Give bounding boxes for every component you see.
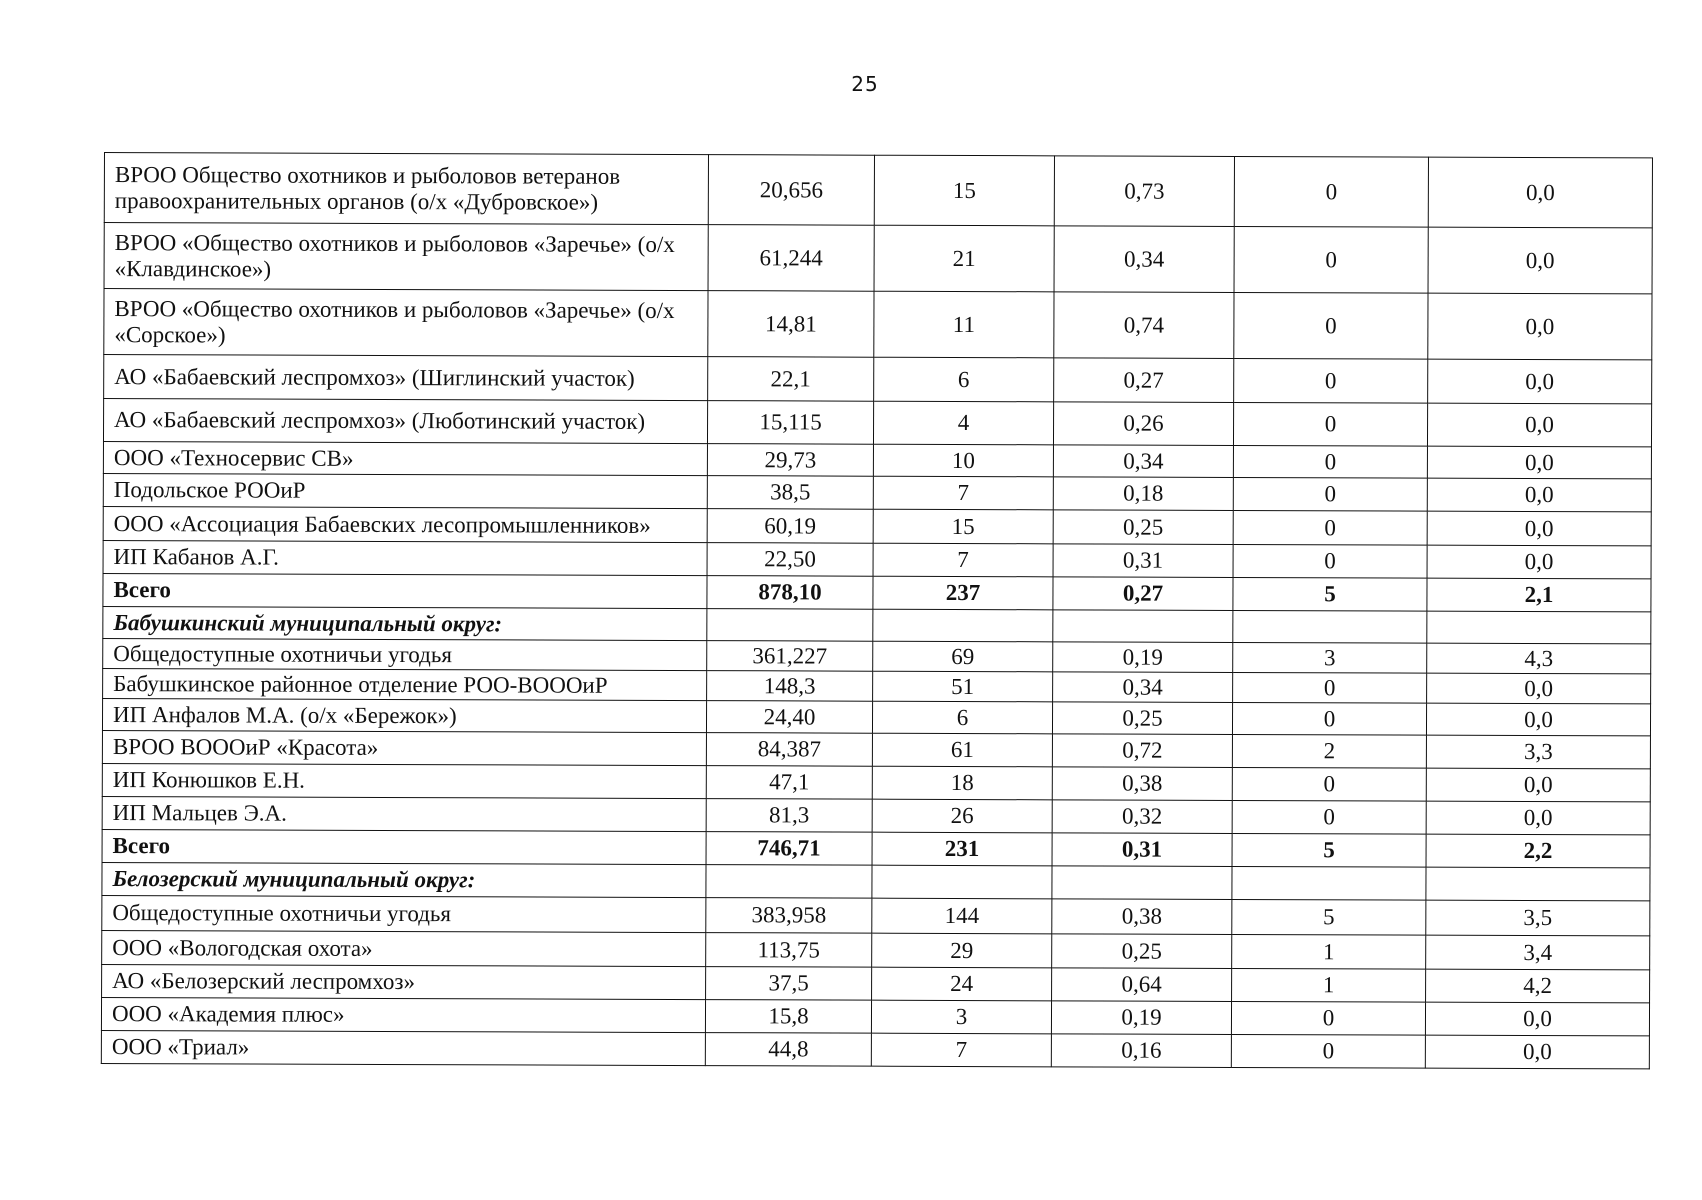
section-header-row [103,606,1651,643]
value-cell: 11 [874,291,1054,358]
value-cell: 0,31 [1052,833,1232,867]
value-cell: 22,50 [707,543,873,577]
value-cell: 5 [1233,577,1427,611]
table-row [104,153,1652,228]
value-cell: 20,656 [708,155,874,226]
value-cell: 0,25 [1052,934,1232,969]
value-cell: 15,8 [705,1000,871,1034]
value-cell: 7 [871,1033,1051,1067]
value-cell: 84,387 [706,733,872,767]
organization-cell: Бабушкинское районное отделение РОО-ВОООиР [103,668,707,700]
value-cell: 0 [1232,767,1426,801]
value-cell: 0,27 [1053,577,1233,611]
value-cell: 15 [873,509,1053,544]
value-cell: 383,958 [706,898,872,934]
organization-cell: АО «Бабаевский леспромхоз» (Люботинский участок) [103,399,707,444]
total-row [102,829,1650,867]
value-cell: 3,3 [1426,735,1650,769]
value-cell: 0,0 [1428,227,1652,294]
value-cell: 0,19 [1051,1001,1231,1035]
value-cell: 0 [1233,510,1427,545]
value-cell: 0,0 [1427,545,1651,579]
empty-cell [1427,611,1651,644]
value-cell: 2,1 [1427,578,1651,612]
value-cell: 10 [873,444,1053,477]
table-row [102,763,1650,801]
value-cell: 24,40 [706,701,872,734]
value-cell: 3 [1233,642,1427,673]
value-cell: 4,2 [1426,969,1650,1003]
value-cell: 15 [874,155,1054,226]
value-cell: 0 [1234,226,1428,293]
organization-cell: ИП Кабанов А.Г. [103,540,707,575]
value-cell: 0,0 [1427,478,1651,512]
value-cell: 0,34 [1054,226,1234,293]
value-cell: 5 [1232,833,1426,867]
value-cell: 0,0 [1425,1035,1649,1069]
organization-cell: Подольское РООиР [103,473,707,508]
value-cell: 47,1 [706,766,872,800]
organization-cell: ИП Анфалов М.А. (о/х «Бережок») [102,698,706,732]
section-header-row [102,862,1650,900]
value-cell: 0,0 [1426,768,1650,802]
organization-cell: ООО «Триал» [101,1030,705,1065]
value-cell: 878,10 [707,576,873,610]
value-cell: 0,0 [1426,801,1650,835]
table-row [104,289,1652,360]
value-cell: 148,3 [707,671,873,702]
organization-cell: ИП Конюшков Е.Н. [102,763,706,798]
table-row [103,399,1651,447]
value-cell: 24 [872,967,1052,1001]
empty-cell [1232,866,1426,900]
table-row [102,698,1650,735]
value-cell: 0,64 [1052,968,1232,1002]
organization-cell: ООО «Техносервис СВ» [103,441,707,475]
empty-cell [873,609,1053,642]
value-cell: 4,3 [1427,643,1651,674]
value-cell: 0,34 [1053,672,1233,703]
table-row [102,730,1650,768]
value-cell: 0,34 [1053,445,1233,478]
page-number: 25 [851,72,879,96]
total-label: Всего [103,573,707,608]
value-cell: 51 [873,671,1053,702]
value-cell: 0 [1234,156,1428,227]
total-label: Всего [102,829,706,864]
table-row [101,1030,1649,1068]
value-cell: 14,81 [708,291,874,358]
value-cell: 29 [872,933,1052,968]
organization-cell: ВРОО «Общество охотников и рыболовов «Заречье» (о/х «Сорское») [104,289,708,357]
value-cell: 0,32 [1052,800,1232,834]
table-row [102,964,1650,1002]
value-cell: 0,0 [1428,157,1652,228]
organization-cell: ВРОО «Общество охотников и рыболовов «Заречье» (о/х «Клавдинское») [104,223,708,291]
value-cell: 0 [1233,402,1427,446]
value-cell: 7 [873,543,1053,577]
value-cell: 0,74 [1054,292,1234,359]
value-cell: 0 [1231,1034,1425,1068]
value-cell: 2,2 [1426,834,1650,868]
value-cell: 22,1 [708,357,874,402]
empty-cell [707,609,873,642]
empty-cell [872,865,1052,899]
organization-cell: АО «Бабаевский леспромхоз» (Шиглинский участок) [104,355,708,401]
empty-cell [706,865,872,899]
table-row [102,930,1650,969]
value-cell: 7 [873,476,1053,510]
organization-cell: ИП Мальцев Э.А. [102,796,706,831]
value-cell: 0,18 [1053,477,1233,511]
value-cell: 0 [1233,477,1427,511]
value-cell: 21 [874,225,1054,292]
empty-cell [1053,610,1233,643]
value-cell: 4 [873,401,1053,445]
value-cell: 18 [872,766,1052,800]
table-row [103,473,1651,511]
table-row [103,506,1651,545]
table-row [103,540,1651,578]
organization-cell: АО «Белозерский леспромхоз» [102,964,706,999]
value-cell: 361,227 [707,641,873,672]
organization-cell: ВРОО ВОООиР «Красота» [102,730,706,765]
value-cell: 0,26 [1053,402,1233,446]
value-cell: 0,31 [1053,544,1233,578]
value-cell: 0 [1234,358,1428,403]
value-cell: 0,38 [1052,899,1232,935]
value-cell: 0,0 [1427,403,1651,447]
value-cell: 0,0 [1427,673,1651,704]
value-cell: 0,0 [1426,703,1650,736]
value-cell: 15,115 [707,401,873,445]
value-cell: 113,75 [706,933,872,968]
empty-cell [1426,867,1650,901]
empty-cell [1052,866,1232,900]
value-cell: 37,5 [706,967,872,1001]
data-table [101,152,1653,1069]
value-cell: 0 [1233,544,1427,578]
empty-cell [1233,610,1427,643]
value-cell: 81,3 [706,799,872,833]
total-row [103,573,1651,611]
value-cell: 0 [1232,800,1426,834]
organization-cell: ООО «Ассоциация Бабаевских лесопромышленников» [103,506,707,542]
section-title: Белозерский муниципальный округ: [102,862,706,897]
value-cell: 61,244 [708,225,874,292]
value-cell: 0,19 [1053,642,1233,673]
value-cell: 0,72 [1052,734,1232,768]
value-cell: 0,38 [1052,767,1232,801]
table-row [104,223,1652,294]
value-cell: 38,5 [707,476,873,510]
value-cell: 60,19 [707,509,873,544]
value-cell: 0,16 [1051,1034,1231,1068]
value-cell: 29,73 [707,444,873,477]
value-cell: 0 [1231,1001,1425,1035]
value-cell: 0,0 [1427,446,1651,479]
value-cell: 0 [1233,672,1427,703]
value-cell: 0,27 [1054,358,1234,403]
value-cell: 0,0 [1427,511,1651,546]
value-cell: 0,73 [1054,156,1234,227]
value-cell: 2 [1232,734,1426,768]
value-cell: 0,0 [1428,293,1652,360]
value-cell: 3,4 [1426,935,1650,970]
value-cell: 44,8 [705,1033,871,1067]
value-cell: 231 [872,832,1052,866]
value-cell: 0,0 [1428,359,1652,404]
value-cell: 746,71 [706,832,872,866]
value-cell: 6 [874,357,1054,402]
value-cell: 0,25 [1053,510,1233,545]
table-row [103,441,1651,478]
value-cell: 1 [1232,934,1426,969]
value-cell: 61 [872,733,1052,767]
value-cell: 3 [871,1000,1051,1034]
value-cell: 0 [1234,292,1428,359]
value-cell: 0,0 [1425,1002,1649,1036]
value-cell: 144 [872,898,1052,934]
value-cell: 0,25 [1052,702,1232,735]
organization-cell: ООО «Вологодская охота» [102,930,706,966]
organization-cell: Общедоступные охотничьи угодья [102,895,706,932]
value-cell: 5 [1232,899,1426,935]
value-cell: 6 [872,701,1052,734]
value-cell: 237 [873,576,1053,610]
value-cell: 3,5 [1426,900,1650,936]
organization-cell: ВРОО Общество охотников и рыболовов ветеранов правоохранительных органов (о/х «Дубровское») [104,153,708,225]
value-cell: 0 [1233,445,1427,478]
table-row [102,796,1650,834]
table-row [101,997,1649,1035]
organization-cell: Общедоступные охотничьи угодья [103,638,707,670]
table-row [102,895,1650,935]
value-cell: 26 [872,799,1052,833]
table-row [104,355,1652,404]
section-title: Бабушкинский муниципальный округ: [103,606,707,640]
value-cell: 1 [1232,968,1426,1002]
value-cell: 0 [1232,702,1426,735]
value-cell: 69 [873,641,1053,672]
organization-cell: ООО «Академия плюс» [101,997,705,1032]
